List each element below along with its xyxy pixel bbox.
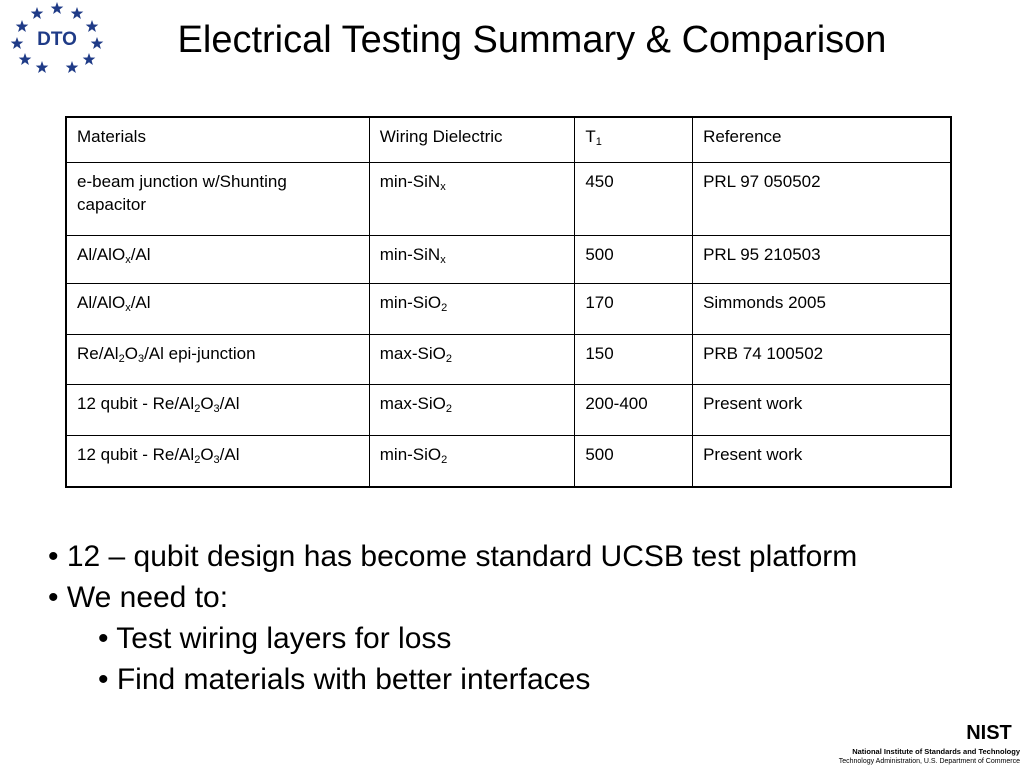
sub-bullet-item: • Find materials with better interfaces — [98, 663, 591, 696]
cell-dielectric: max-SiO$_2$ — [369, 385, 575, 436]
bullet-item: • 12 – qubit design has become standard UCSB test platform — [48, 540, 858, 573]
cell-materials: Al/AlO$_x$/Al — [66, 284, 369, 335]
svg-text:NIST: NIST — [966, 722, 1012, 742]
cell-t1: 170 — [575, 284, 693, 335]
table-row — [66, 335, 951, 385]
cell-materials: 12 qubit - $Re/Al_2O_3/Al$ — [66, 385, 369, 436]
logo-star-icon — [51, 2, 64, 14]
bullet-list — [48, 536, 857, 700]
nist-subtitle: Technology Administration, U.S. Department of Commerce — [838, 758, 1020, 765]
header-cell-t1: $T_1$ — [575, 117, 693, 163]
cell-t1: 200-400 — [575, 385, 693, 436]
bullet-item: • We need to: — [48, 581, 229, 614]
header-cell-materials: Materials — [66, 117, 369, 163]
sub-bullet-item: • Test wiring layers for loss — [98, 622, 452, 655]
cell-reference: Present work — [693, 436, 951, 488]
slide-title: Electrical Testing Summary & Comparison — [177, 19, 887, 61]
table-row — [66, 284, 951, 335]
table-row — [66, 436, 951, 488]
cell-materials: Al/AlO$_x$/Al — [66, 236, 369, 284]
header-cell-reference: Reference — [693, 117, 951, 163]
cell-materials: 12 qubit - $Re/Al_2O_3/Al$ — [66, 436, 369, 488]
nist-logo — [958, 722, 1020, 742]
nist-name: National Institute of Standards and Technology — [852, 747, 1020, 756]
table-header-row — [66, 117, 951, 163]
cell-materials: e-beam junction w/Shunting capacitor — [66, 163, 369, 236]
cell-t1: 500 — [575, 436, 693, 488]
cell-reference: PRB 74 100502 — [693, 335, 951, 385]
cell-t1: 150 — [575, 335, 693, 385]
cell-dielectric: min-SiO$_2$ — [369, 436, 575, 488]
comparison-table — [65, 116, 952, 488]
nist-footer — [810, 722, 1020, 766]
cell-reference: Simmonds 2005 — [693, 284, 951, 335]
cell-reference: Present work — [693, 385, 951, 436]
table-row — [66, 236, 951, 284]
cell-t1: 450 — [575, 163, 693, 236]
cell-t1: 500 — [575, 236, 693, 284]
logo-text: DTO — [37, 29, 77, 50]
cell-dielectric: min-SiO$_2$ — [369, 284, 575, 335]
cell-materials: $Re/Al_2O_3/Al$ epi-junction — [66, 335, 369, 385]
cell-dielectric: min-SiN$_x$ — [369, 236, 575, 284]
cell-reference: PRL 95 210503 — [693, 236, 951, 284]
cell-reference: PRL 97 050502 — [693, 163, 951, 236]
table-row — [66, 385, 951, 436]
header-cell-dielectric: Wiring Dielectric — [369, 117, 575, 163]
table-row — [66, 163, 951, 236]
cell-dielectric: min-SiN$_x$ — [369, 163, 575, 236]
cell-dielectric: max-SiO$_2$ — [369, 335, 575, 385]
